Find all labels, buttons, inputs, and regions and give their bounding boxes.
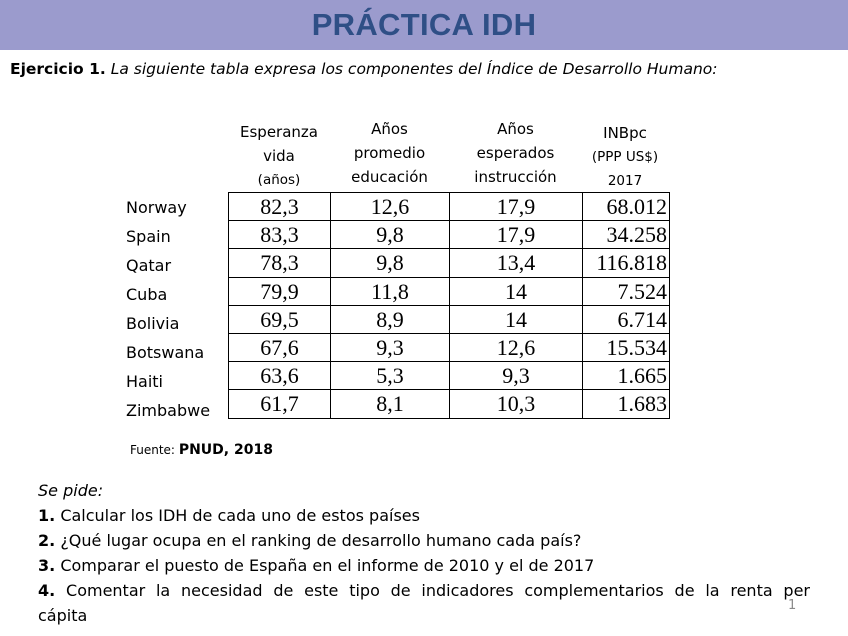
table-cell: 9,8 xyxy=(331,249,450,277)
table-row xyxy=(229,193,670,221)
table-cell: 10,3 xyxy=(450,390,583,418)
task-item xyxy=(38,578,810,603)
table-cell: 8,1 xyxy=(331,390,450,418)
table-cell: 82,3 xyxy=(229,193,331,221)
source-value: PNUD, 2018 xyxy=(178,442,273,458)
header-line: INBpc xyxy=(603,124,647,142)
table-cell: 34.258 xyxy=(583,221,670,249)
table-cell: 1.683 xyxy=(583,390,670,418)
header-line: vida xyxy=(263,147,295,165)
table-cell: 15.534 xyxy=(583,333,670,361)
header-line: Esperanza xyxy=(240,123,318,141)
table-row xyxy=(229,390,670,418)
task-item xyxy=(38,553,810,578)
country-label: Cuba xyxy=(126,285,168,304)
country-label: Norway xyxy=(126,198,187,217)
table-cell: 6.714 xyxy=(583,305,670,333)
table-cell: 79,9 xyxy=(229,277,331,305)
table-cell: 78,3 xyxy=(229,249,331,277)
table-row xyxy=(229,333,670,361)
table-cell: 9,3 xyxy=(450,362,583,390)
table-cell: 13,4 xyxy=(450,249,583,277)
task-number: 1. xyxy=(38,506,56,525)
table-cell: 67,6 xyxy=(229,333,331,361)
exercise-text: La siguiente tabla expresa los componentes del Índice de Desarrollo Humano: xyxy=(110,60,718,78)
task-number: 3. xyxy=(38,556,56,575)
table-cell: 9,3 xyxy=(331,333,450,361)
country-label: Qatar xyxy=(126,256,172,275)
country-label: Zimbabwe xyxy=(126,401,211,420)
header-line: Años xyxy=(497,120,534,138)
header-line: Años xyxy=(371,120,408,138)
table-row xyxy=(229,221,670,249)
table-cell: 8,9 xyxy=(331,305,450,333)
country-label: Bolivia xyxy=(126,314,180,333)
task-text: Comentar la necesidad de este tipo de indicadores complementarios de la renta per xyxy=(66,581,811,600)
country-label: Haiti xyxy=(126,372,163,391)
header-line: educación xyxy=(351,168,428,186)
table-cell: 63,6 xyxy=(229,362,331,390)
column-header-gni xyxy=(582,121,668,193)
source-note xyxy=(130,442,273,458)
table-row xyxy=(229,249,670,277)
table-cell: 17,9 xyxy=(450,221,583,249)
page-number: 1 xyxy=(788,598,797,613)
table-cell: 14 xyxy=(450,277,583,305)
header-line: (PPP US$) xyxy=(591,149,659,165)
table-cell: 17,9 xyxy=(450,193,583,221)
exercise-label: Ejercicio 1. xyxy=(10,60,106,78)
table-row xyxy=(229,362,670,390)
column-header-expected-schooling xyxy=(449,117,582,189)
task-text: Calcular los IDH de cada uno de estos países xyxy=(60,506,420,525)
table-cell: 68.012 xyxy=(583,193,670,221)
table-cell: 5,3 xyxy=(331,362,450,390)
table-cell: 7.524 xyxy=(583,277,670,305)
table-row xyxy=(229,305,670,333)
task-list xyxy=(38,478,810,628)
exercise-intro xyxy=(10,60,718,78)
page-title: PRÁCTICA IDH xyxy=(311,7,537,42)
table-cell: 12,6 xyxy=(331,193,450,221)
table-row xyxy=(229,277,670,305)
table-cell: 116.818 xyxy=(583,249,670,277)
header-line: (años) xyxy=(257,172,301,188)
task-number: 2. xyxy=(38,531,56,550)
table-cell: 83,3 xyxy=(229,221,331,249)
table-cell: 14 xyxy=(450,305,583,333)
table-cell: 61,7 xyxy=(229,390,331,418)
task-item xyxy=(38,503,810,528)
task-text: Comparar el puesto de España en el informe de 2010 y el de 2017 xyxy=(60,556,595,575)
country-label: Botswana xyxy=(126,343,205,362)
title-banner xyxy=(0,0,848,50)
task-item xyxy=(38,528,810,553)
country-labels xyxy=(126,193,210,425)
table-cell: 69,5 xyxy=(229,305,331,333)
header-line: promedio xyxy=(353,144,426,162)
header-line: instrucción xyxy=(474,168,557,186)
header-line: esperados xyxy=(476,144,555,162)
task-number: 4. xyxy=(38,581,56,600)
country-label: Spain xyxy=(126,227,171,246)
tasks-heading: Se pide: xyxy=(38,481,104,500)
column-header-mean-schooling xyxy=(330,117,449,189)
task-text: ¿Qué lugar ocupa en el ranking de desarrollo humano cada país? xyxy=(60,531,582,550)
task-continuation: cápita xyxy=(38,606,88,625)
header-line: 2017 xyxy=(607,173,643,189)
source-label: Fuente: xyxy=(130,443,175,457)
column-header-life-expectancy xyxy=(228,120,330,192)
table-cell: 11,8 xyxy=(331,277,450,305)
hdi-components-table xyxy=(228,192,670,419)
table-cell: 1.665 xyxy=(583,362,670,390)
table-cell: 9,8 xyxy=(331,221,450,249)
table-cell: 12,6 xyxy=(450,333,583,361)
